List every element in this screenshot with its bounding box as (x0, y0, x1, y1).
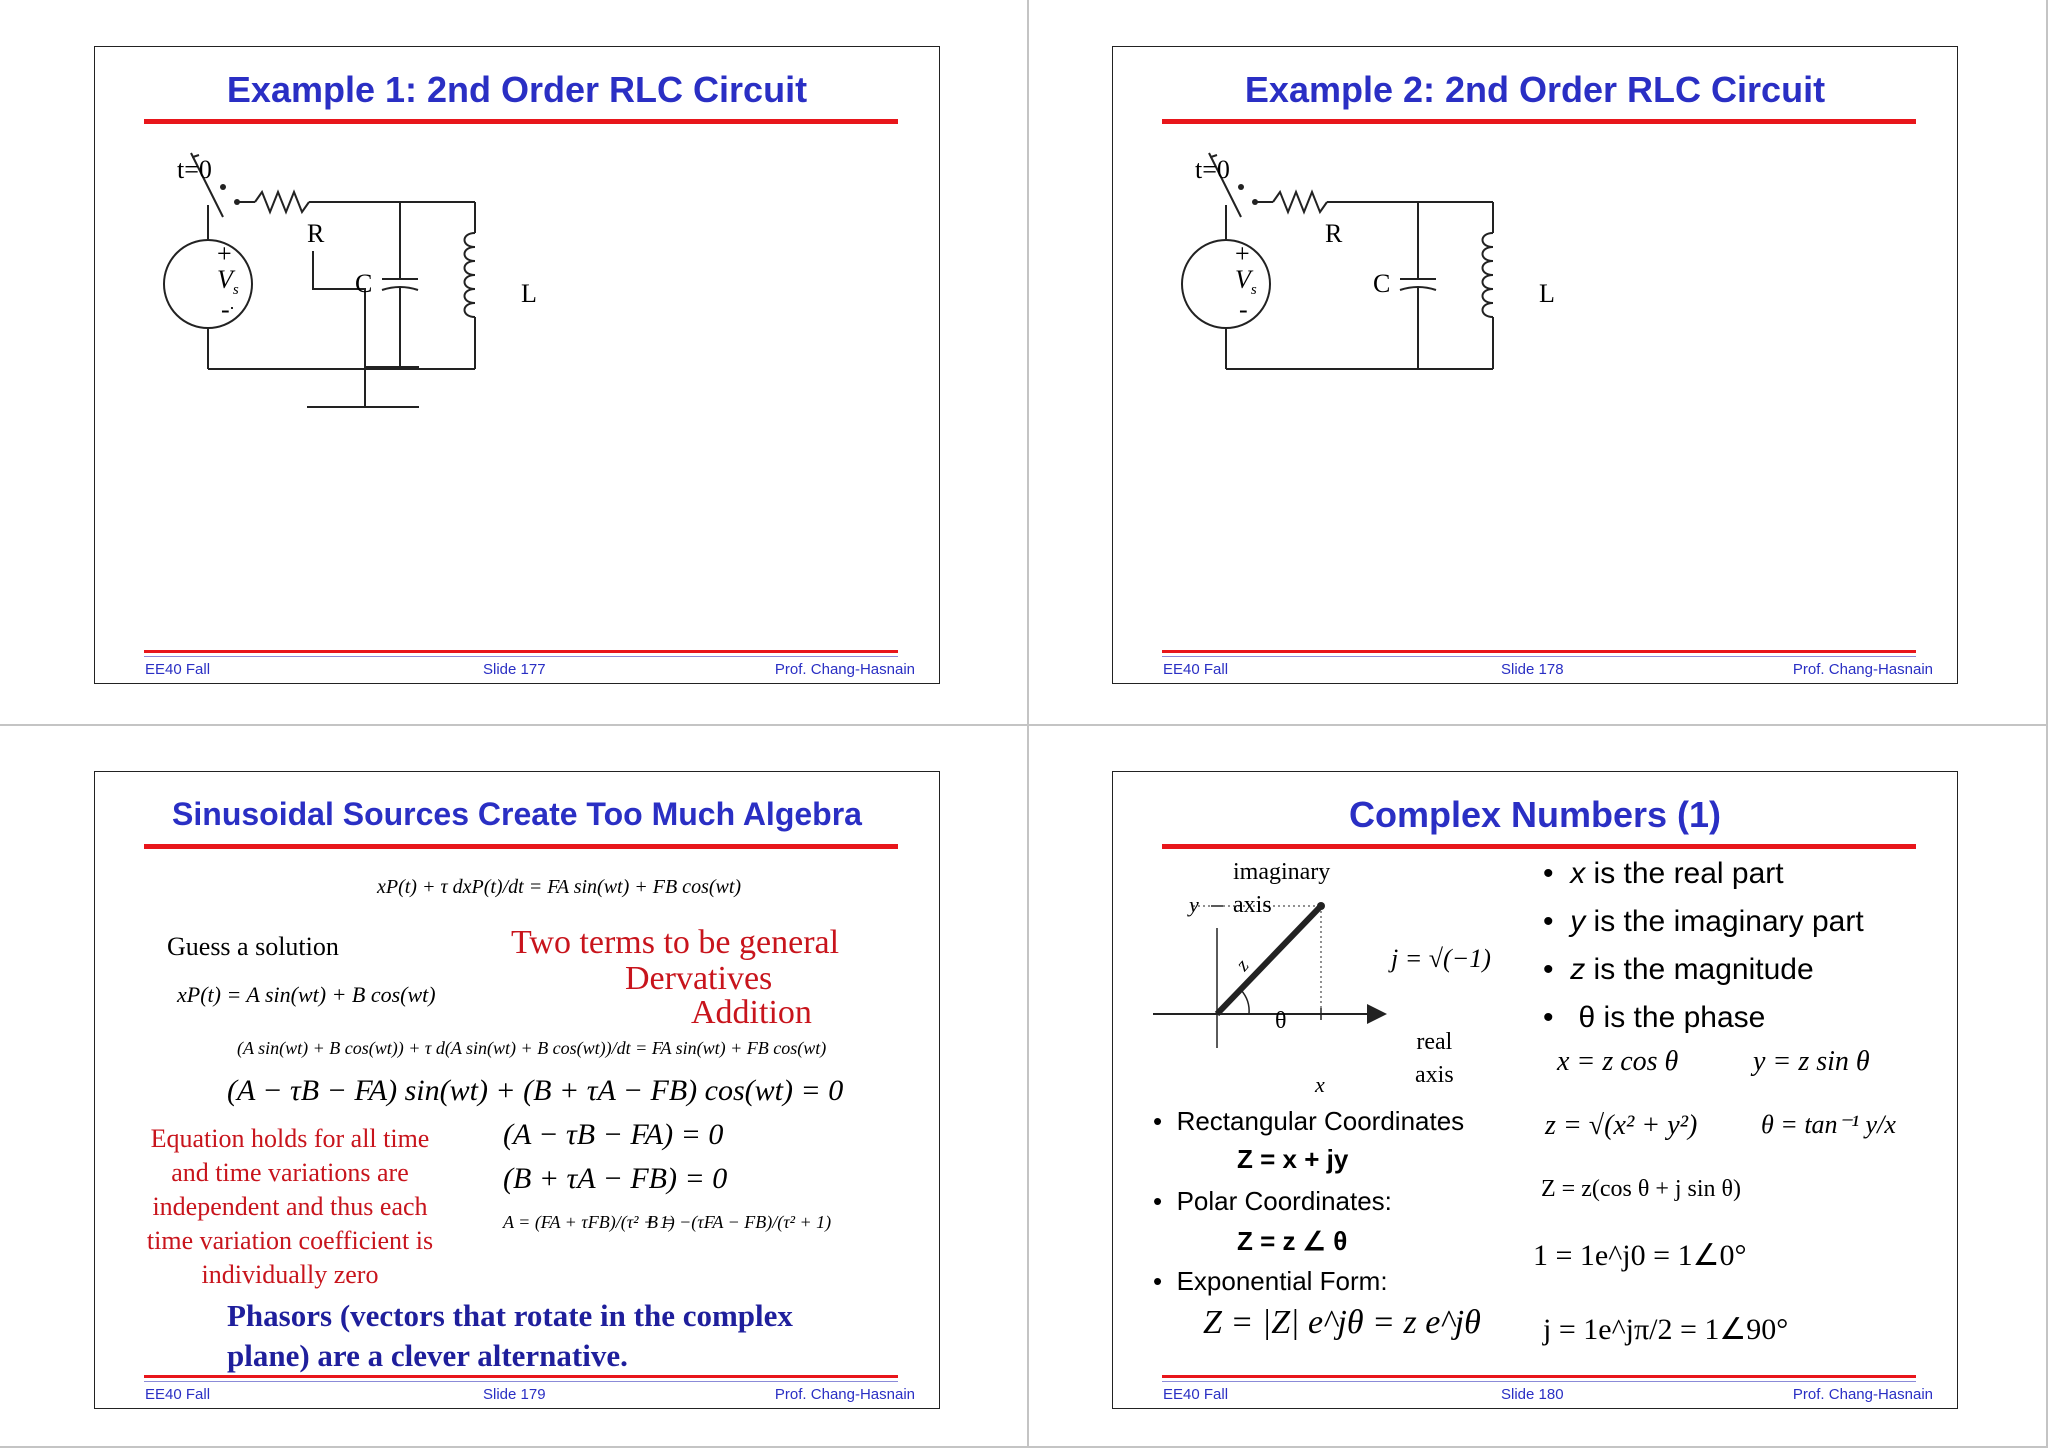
note-line-2: Dervatives (625, 960, 773, 997)
equation-cos-coef: (B + τA − FB) = 0 (503, 1162, 728, 1195)
y-axis-tick-label: y (1189, 892, 1199, 917)
real-axis-line: axis (1415, 1062, 1454, 1088)
definition-item: • x is the real part (1543, 857, 1784, 890)
definition-item: • θ is the phase (1543, 1001, 1766, 1034)
footer-course: EE40 Fall (145, 661, 211, 678)
footer-course: EE40 Fall (1163, 661, 1229, 678)
x-axis-tick-label: x (1315, 1072, 1325, 1097)
var: z (1570, 953, 1586, 986)
eq-z: z = √(x² + y²) (1545, 1110, 1698, 1141)
footer-rule (1162, 650, 1916, 653)
note-line-3: Addition (691, 994, 812, 1031)
footer-rule-thin (144, 656, 898, 657)
footer-author: Prof. Chang-Hasnain (1792, 661, 1933, 678)
eq-x: x = z cos θ (1557, 1046, 1679, 1077)
imag-axis-line: axis (1233, 892, 1272, 918)
switch-label: t=0 (1195, 155, 1230, 184)
footer-rule (144, 650, 898, 653)
note-line-1: Two terms to be general (511, 924, 840, 961)
footer-slide-number: Slide 178 (1501, 661, 1564, 678)
form-label: Exponential Form: (1176, 1266, 1388, 1296)
source-label: $V_s$ (1235, 265, 1257, 299)
rect-form: Z = x + jy (1237, 1144, 1349, 1174)
eq-theta: θ = tan⁻¹ y/x (1761, 1110, 1896, 1139)
source-plus: + (217, 239, 232, 268)
slide-179 (94, 771, 940, 1409)
slide-title: Complex Numbers (1) (1348, 794, 1722, 835)
source-minus: - (1239, 295, 1248, 324)
inductor-label: L (521, 279, 537, 308)
slide-180 (1112, 771, 1958, 1409)
conclusion-line: Phasors (vectors that rotate in the complex (227, 1298, 793, 1333)
equation-guess: xP(t) = A sin(wt) + B cos(wt) (177, 982, 436, 1007)
eq-j: j = 1e^jπ/2 = 1∠90° (1543, 1313, 1789, 1346)
explanation-line: individually zero (201, 1260, 379, 1289)
definition-item: • y is the imaginary part (1543, 905, 1864, 938)
polar-form: Z = z ∠ θ (1237, 1226, 1348, 1256)
definition-list (1543, 850, 1864, 1042)
footer-slide-number: Slide 179 (483, 1386, 546, 1403)
equation-ode: xP(t) + τ dxP(t)/dt = FA sin(wt) + FB cos(wt) (377, 876, 742, 898)
z-vector-label: z (1231, 955, 1254, 976)
source-label: $V_s$ (217, 265, 239, 299)
equation-substituted: (A sin(wt) + B cos(wt)) + τ d(A sin(wt) + B cos(wt))/dt = FA sin(wt) + FB cos(wt) (237, 1038, 827, 1058)
capacitor-label: C (1373, 269, 1391, 298)
slide-178 (1112, 46, 1958, 684)
slide-title: Sinusoidal Sources Create Too Much Algebra (172, 796, 862, 832)
theta-angle-label: θ (1275, 1008, 1287, 1034)
resistor-label: R (1325, 219, 1343, 248)
footer-course: EE40 Fall (1163, 1386, 1229, 1403)
inductor-label: L (1539, 279, 1555, 308)
exp-form: Z = |Z| e^jθ = z e^jθ (1203, 1304, 1481, 1341)
eq-Z-trig: Z = z(cos θ + j sin θ) (1541, 1176, 1742, 1202)
source-minus: - (221, 295, 230, 324)
title-underline (1162, 119, 1916, 124)
footer-rule-thin (144, 1381, 898, 1382)
conclusion-line: plane) are a clever alternative. (227, 1338, 628, 1373)
footer-author: Prof. Chang-Hasnain (774, 1386, 915, 1403)
slide-title: Example 2: 2nd Order RLC Circuit (1244, 69, 1826, 110)
var: y (1570, 905, 1586, 938)
footer-author: Prof. Chang-Hasnain (1792, 1386, 1933, 1403)
switch-label: t=0 (177, 155, 212, 184)
slide-177 (94, 46, 940, 684)
equation-B: B = −(τFA − FB)/(τ² + 1) (647, 1212, 832, 1232)
explanation-line: and time variations are (171, 1158, 409, 1187)
form-label: Polar Coordinates: (1176, 1186, 1392, 1216)
form-label: Rectangular Coordinates (1176, 1106, 1465, 1136)
footer-rule-thin (1162, 656, 1916, 657)
definition-text: is the magnitude (1593, 953, 1814, 986)
definition-text: is the phase (1603, 1001, 1766, 1034)
equation-collected: (A − τB − FA) sin(wt) + (B + τA − FB) cos(wt) = 0 (227, 1074, 844, 1107)
real-axis-label (1415, 1026, 1454, 1092)
explanation (135, 1122, 445, 1292)
source-plus: + (1235, 239, 1250, 268)
definition-item: • z is the magnitude (1543, 953, 1814, 986)
rlc-circuit (1173, 147, 1533, 427)
j-definition: j = √(−1) (1391, 944, 1491, 973)
slide-title: Example 1: 2nd Order RLC Circuit (226, 69, 808, 110)
real-axis-line: real (1416, 1029, 1453, 1055)
title-underline (1162, 844, 1916, 849)
title-underline (144, 119, 898, 124)
title-underline (144, 844, 898, 849)
imag-axis-label (1233, 856, 1330, 922)
definition-text: is the imaginary part (1593, 905, 1864, 938)
equation-A: A = (FA + τFB)/(τ² + 1) (503, 1212, 675, 1232)
rlc-circuit (155, 147, 515, 427)
imag-axis-line: imaginary (1233, 859, 1331, 885)
eq-y: y = z sin θ (1753, 1046, 1870, 1077)
form-bullet-exp: • Exponential Form: (1153, 1266, 1388, 1296)
footer-rule (144, 1375, 898, 1378)
var: θ (1578, 1001, 1596, 1034)
footer-slide-number: Slide 177 (483, 661, 546, 678)
guess-label: Guess a solution (167, 932, 339, 961)
form-bullet-rect: • Rectangular Coordinates (1153, 1106, 1465, 1136)
resistor-label: R (307, 219, 325, 248)
capacitor-label: C (355, 269, 373, 298)
footer-slide-number: Slide 180 (1501, 1386, 1564, 1403)
form-bullet-polar: • Polar Coordinates: (1153, 1186, 1392, 1216)
var: x (1570, 857, 1586, 890)
explanation-line: time variation coefficient is (146, 1226, 434, 1255)
footer-rule (1162, 1375, 1916, 1378)
explanation-line: Equation holds for all time (150, 1124, 430, 1153)
footer-author: Prof. Chang-Hasnain (774, 661, 915, 678)
eq-one: 1 = 1e^j0 = 1∠0° (1533, 1239, 1747, 1272)
equation-sin-coef: (A − τB − FA) = 0 (503, 1118, 724, 1151)
conclusion (227, 1296, 793, 1376)
footer-rule-thin (1162, 1381, 1916, 1382)
grid-divider-horizontal (0, 724, 2048, 726)
explanation-line: independent and thus each (152, 1192, 428, 1221)
footer-course: EE40 Fall (145, 1386, 211, 1403)
definition-text: is the real part (1593, 857, 1784, 890)
